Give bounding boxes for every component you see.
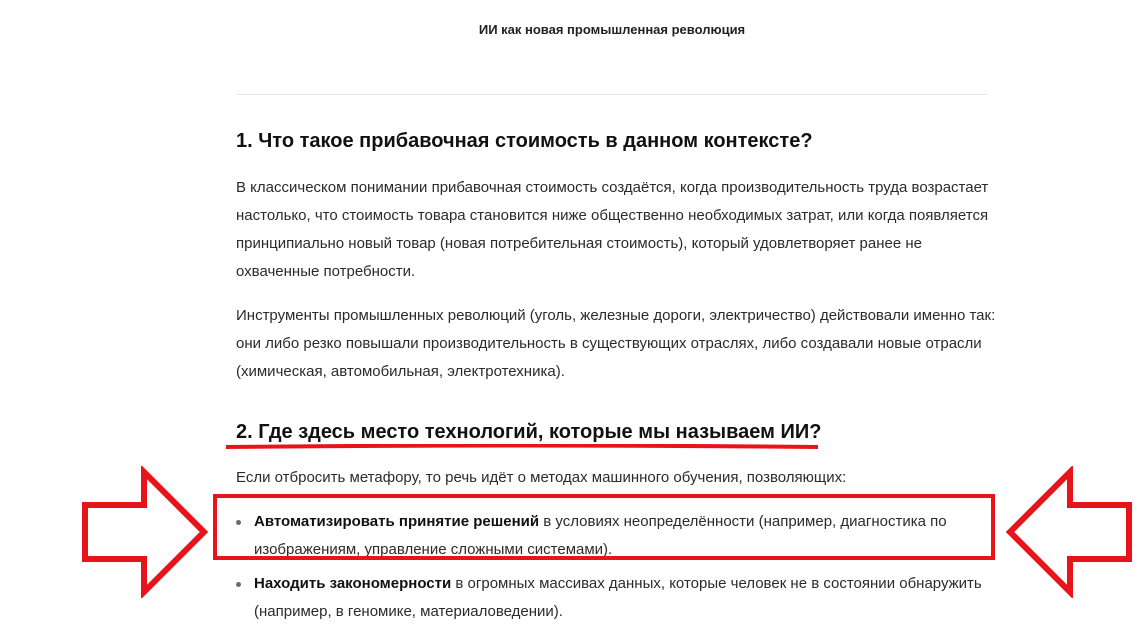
list-item-rest: в условиях неопределённости (например, диагностика по изображениям, управление сложными системами). [254, 513, 947, 558]
arrow-left-outline-icon [1004, 466, 1134, 598]
list-item-rest: в огромных массивах данных, которые человек не в состоянии обнаружить (например, в геномике, материаловедении). [254, 575, 982, 620]
section-2-intro: Если отбросить метафору, то речь идёт о методах машинного обучения, позволяющих: [236, 469, 847, 486]
bullet-dot-icon [236, 582, 241, 587]
red-highlight-box-annotation [213, 494, 995, 560]
section-1-paragraph-2: Инструменты промышленных революций (уголь, железные дороги, электричество) действовали именно так: они либо резко повышали производительность в существующих отраслях, либо создавали новые отрасли (химическая, автомобильная, электротехника). [236, 307, 996, 380]
section-2-heading: 2. Где здесь место технологий, которые мы называем ИИ? [236, 421, 822, 443]
list-item-text [254, 570, 996, 626]
section-1-heading: 1. Что такое прибавочная стоимость в данном контексте? [236, 130, 813, 152]
divider [236, 94, 988, 95]
list-item [236, 570, 996, 626]
section-1-paragraph-1: В классическом понимании прибавочная стоимость создаётся, когда производительность труда возрастает настолько, что стоимость товара становится ниже общественно необходимых затрат, или когда появляется принципиально новый товар (новая потребительная стоимость), который удовлетворяет ранее не охваченные потребности. [236, 179, 989, 280]
red-underline-annotation [226, 444, 818, 449]
page-title: ИИ как новая промышленная революция [478, 22, 746, 37]
list-item-bold: Находить закономерности [254, 575, 452, 592]
arrow-right-outline-icon [80, 466, 210, 598]
list-item-bold: Автоматизировать принятие решений [254, 513, 540, 530]
